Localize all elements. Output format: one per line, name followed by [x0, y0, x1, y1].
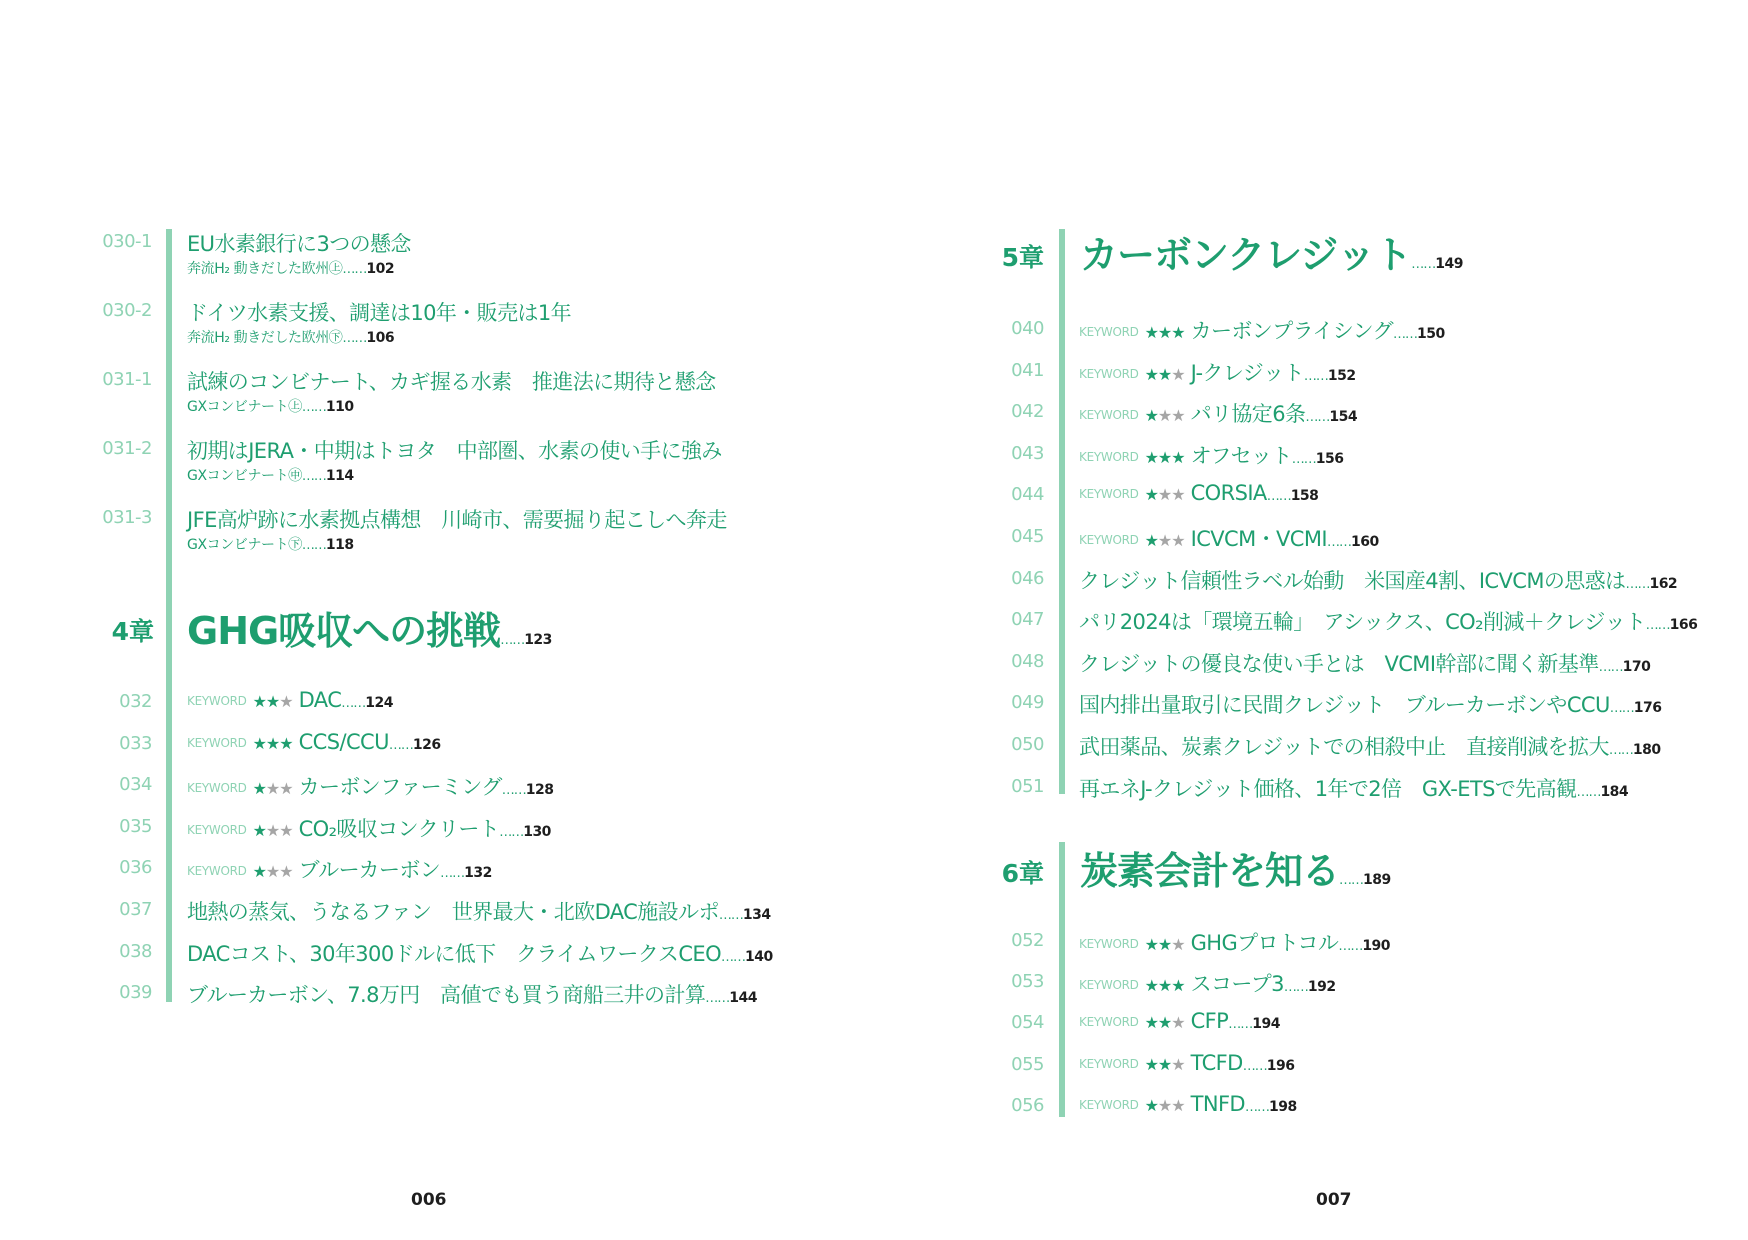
toc-entry[interactable] — [874, 773, 1748, 803]
entry-title: ドイツ水素支援、調達は10年・販売は1年 — [187, 301, 572, 325]
page-number: 118 — [325, 537, 354, 553]
entry-subtitle-line — [187, 258, 394, 278]
entry-line — [187, 771, 554, 801]
keyword-label: KEYWORD — [1079, 1097, 1139, 1112]
leader-dots: …… — [501, 783, 526, 799]
leader-dots: …… — [440, 866, 465, 882]
entry-number: 040 — [1011, 318, 1044, 339]
star-rating — [1145, 402, 1185, 426]
star-rating — [1145, 527, 1185, 551]
entry-subtitle: 奔流H₂ 動きだした欧州㊦ — [187, 330, 343, 346]
star-rating — [1145, 1092, 1185, 1116]
star-icon: ★ — [1171, 447, 1185, 467]
page-number: 180 — [1632, 742, 1661, 758]
star-icon: ★ — [279, 779, 293, 799]
star-icon: ★ — [279, 692, 293, 711]
entry-title: クレジットの優良な使い手とは VCMI幹部に聞く新基準 — [1079, 651, 1599, 676]
chapter-6-heading[interactable] — [874, 840, 1748, 900]
entry-number: 030-1 — [102, 231, 152, 252]
star-icon: ★ — [265, 692, 280, 711]
star-icon: ★ — [1157, 1054, 1172, 1074]
page-number: 114 — [325, 468, 354, 484]
entry-number: 041 — [1011, 359, 1044, 381]
toc-entry[interactable] — [874, 481, 1748, 511]
leader-dots: …… — [1411, 257, 1436, 272]
page-number: 166 — [1669, 617, 1698, 634]
star-icon: ★ — [265, 779, 280, 799]
keyword-label: KEYWORD — [187, 694, 247, 708]
entry-title: TNFD — [1190, 1091, 1245, 1116]
star-rating — [253, 730, 293, 754]
toc-entry[interactable] — [0, 979, 874, 1009]
keyword-label: KEYWORD — [187, 822, 247, 837]
page-number: 102 — [366, 261, 395, 277]
star-icon: ★ — [279, 820, 293, 840]
entry-title: クレジット信頼性ラベル始動 米国産4割、ICVCMの思惑は — [1079, 568, 1626, 593]
entry-number: 035 — [119, 815, 152, 837]
entry-title: J-クレジット — [1190, 360, 1304, 385]
star-icon: ★ — [1144, 323, 1158, 342]
leader-dots: …… — [342, 331, 367, 346]
entry-line — [187, 979, 757, 1009]
entry-subtitle: GXコンビナート㊦ — [187, 537, 302, 553]
page-number: 150 — [1417, 326, 1445, 342]
toc-entry[interactable] — [874, 1009, 1748, 1039]
entry-line — [1079, 523, 1379, 553]
star-icon: ★ — [1171, 1095, 1185, 1115]
leader-dots: …… — [1266, 489, 1291, 505]
keyword-label: KEYWORD — [1079, 1056, 1139, 1071]
star-icon: ★ — [279, 733, 293, 753]
star-icon: ★ — [1144, 531, 1158, 550]
page-number: 160 — [1350, 534, 1379, 550]
star-icon: ★ — [1157, 935, 1172, 954]
entry-number: 032 — [119, 691, 152, 712]
entry-line — [1079, 648, 1650, 678]
page-number: 184 — [1600, 783, 1629, 800]
star-icon: ★ — [1171, 531, 1185, 550]
leader-dots: …… — [1625, 576, 1650, 592]
leader-dots: …… — [1598, 659, 1623, 675]
keyword-label: KEYWORD — [1079, 449, 1139, 464]
leader-dots: …… — [499, 824, 524, 840]
page-number: 106 — [366, 330, 395, 346]
keyword-label: KEYWORD — [1079, 366, 1139, 381]
toc-entry[interactable] — [0, 688, 874, 718]
page-number: 194 — [1252, 1016, 1280, 1033]
chapter-number: 4章 — [111, 617, 154, 646]
keyword-label: KEYWORD — [1079, 978, 1139, 993]
chapter-title-line — [1080, 840, 1391, 895]
page-number: 158 — [1290, 488, 1319, 505]
entry-number: 054 — [1011, 1012, 1044, 1034]
toc-entry[interactable] — [874, 968, 1748, 998]
leader-dots: …… — [301, 469, 326, 484]
leader-dots: …… — [1393, 327, 1418, 342]
leader-dots: …… — [342, 262, 367, 277]
leader-dots: …… — [1242, 1058, 1267, 1074]
entry-line — [1079, 1009, 1280, 1033]
entry-number: 049 — [1011, 692, 1044, 714]
entry-title: 再エネJ-クレジット価格、1年で2倍 GX-ETSで先高観 — [1079, 776, 1577, 801]
entry-number: 031-2 — [102, 438, 152, 459]
top-entry[interactable] — [0, 366, 874, 416]
entry-number: 050 — [1011, 734, 1044, 755]
entry-title: EU水素銀行に3つの懸念 — [187, 232, 411, 256]
star-rating — [1145, 361, 1185, 385]
entry-number: 051 — [1011, 775, 1044, 797]
leader-dots: …… — [1303, 368, 1328, 384]
page-number: 190 — [1362, 938, 1391, 954]
star-rating — [1145, 1051, 1185, 1075]
entry-title: パリ協定6条 — [1190, 402, 1306, 427]
toc-entry[interactable] — [874, 315, 1748, 345]
page-number: 156 — [1315, 450, 1344, 467]
page-number: 140 — [745, 948, 773, 965]
entry-line — [1079, 315, 1445, 345]
toc-entry[interactable] — [0, 813, 874, 843]
entry-number: 047 — [1011, 609, 1044, 631]
toc-entry[interactable] — [874, 440, 1748, 470]
star-icon: ★ — [265, 733, 280, 753]
keyword-label: KEYWORD — [1079, 325, 1139, 339]
toc-entry[interactable] — [0, 938, 874, 968]
entry-line — [1079, 1051, 1294, 1075]
toc-entry[interactable] — [0, 854, 874, 884]
star-icon: ★ — [265, 820, 280, 840]
leader-dots: …… — [1291, 451, 1316, 467]
star-icon: ★ — [1171, 323, 1185, 342]
toc-entry[interactable] — [874, 357, 1748, 387]
entry-title: CORSIA — [1190, 481, 1267, 506]
star-icon: ★ — [1171, 976, 1185, 996]
star-icon: ★ — [1171, 364, 1185, 384]
entry-number: 055 — [1011, 1053, 1044, 1075]
leader-dots: …… — [1305, 410, 1330, 426]
star-rating — [253, 858, 293, 882]
chapter-title-line — [1080, 224, 1463, 279]
leader-dots: …… — [721, 949, 745, 965]
leader-dots: …… — [301, 400, 326, 415]
keyword-label: KEYWORD — [187, 864, 247, 879]
entry-number: 046 — [1011, 567, 1044, 589]
entry-number: 042 — [1011, 401, 1044, 423]
page-number: 128 — [525, 782, 554, 799]
entry-line — [1079, 398, 1357, 428]
leader-dots: …… — [341, 696, 366, 711]
folio-left: 006 — [411, 1190, 447, 1210]
toc-entry[interactable] — [0, 896, 874, 926]
page-number: 134 — [742, 907, 771, 923]
entry-subtitle: 奔流H₂ 動きだした欧州㊤ — [187, 261, 343, 277]
folio-right: 007 — [1316, 1190, 1352, 1210]
star-icon: ★ — [1171, 485, 1185, 505]
star-icon: ★ — [252, 733, 266, 753]
entry-title: ブルーカーボン、7.8万円 高値でも買う商船三井の計算 — [187, 983, 706, 1008]
leader-dots: …… — [718, 908, 743, 923]
chapter-4-heading[interactable] — [0, 600, 874, 660]
toc-entry[interactable] — [874, 731, 1748, 761]
top-entry[interactable] — [0, 297, 874, 347]
page-number: 132 — [464, 865, 492, 882]
star-rating — [253, 817, 293, 841]
toc-entry[interactable] — [0, 730, 874, 760]
keyword-label: KEYWORD — [187, 781, 247, 796]
entry-title: GHGプロトコル — [1190, 931, 1339, 955]
page-number: 170 — [1622, 658, 1651, 675]
leader-dots: …… — [1228, 1017, 1253, 1033]
page-number: 176 — [1633, 700, 1662, 717]
entry-title: ICVCM・VCMI — [1190, 527, 1327, 551]
entry-line — [187, 813, 551, 843]
star-icon: ★ — [1144, 1095, 1158, 1115]
star-icon: ★ — [252, 779, 266, 799]
entry-line — [1079, 689, 1661, 719]
entry-title: カーボンファーミング — [298, 775, 502, 800]
toc-entry[interactable] — [874, 606, 1748, 636]
page-number: 196 — [1266, 1057, 1295, 1074]
star-icon: ★ — [265, 862, 280, 882]
toc-entry[interactable] — [874, 523, 1748, 553]
entry-line — [1079, 731, 1661, 761]
keyword-label: KEYWORD — [1079, 533, 1139, 547]
entry-line — [1079, 357, 1356, 387]
star-icon: ★ — [1144, 976, 1158, 996]
star-icon: ★ — [1157, 1013, 1172, 1033]
top-entry[interactable] — [0, 228, 874, 278]
entry-subtitle-line — [187, 465, 354, 485]
entry-title: ブルーカーボン — [298, 858, 441, 883]
right-page — [874, 0, 1748, 1240]
entry-subtitle: GXコンビナート㊥ — [187, 468, 302, 484]
entry-title: 初期はJERA・中期はトヨタ 中部圏、水素の使い手に強み — [187, 439, 722, 463]
entry-title: オフセット — [1190, 443, 1292, 468]
entry-title: カーボンプライシング — [1190, 319, 1394, 343]
entry-title: CFP — [1190, 1009, 1229, 1034]
entry-number: 044 — [1011, 484, 1044, 506]
star-icon: ★ — [252, 692, 266, 711]
entry-subtitle-line — [187, 534, 354, 554]
leader-dots: …… — [500, 633, 525, 648]
star-icon: ★ — [1157, 976, 1172, 996]
entry-title: JFE高炉跡に水素拠点構想 川崎市、需要掘り起こしへ奔走 — [187, 508, 727, 532]
entry-line — [1079, 1092, 1297, 1116]
star-icon: ★ — [1157, 531, 1172, 550]
entry-title: 国内排出量取引に民間クレジット ブルーカーボンやCCU — [1079, 693, 1610, 718]
entry-number: 038 — [119, 940, 152, 962]
entry-line — [187, 938, 773, 968]
leader-dots: …… — [1608, 743, 1633, 758]
star-icon: ★ — [279, 862, 293, 882]
chapter-title: 炭素会計を知る — [1080, 849, 1340, 893]
entry-number: 037 — [119, 899, 152, 920]
star-icon: ★ — [1157, 485, 1172, 505]
entry-line — [1079, 773, 1628, 803]
entry-number: 031-3 — [102, 507, 152, 528]
page-number: 124 — [365, 695, 394, 711]
entry-subtitle: GXコンビナート㊤ — [187, 399, 302, 415]
page-number: 152 — [1327, 367, 1356, 384]
chapter-title-line — [187, 600, 552, 655]
entry-title: CCS/CCU — [298, 729, 389, 754]
entry-title: DAC — [298, 688, 342, 712]
entry-subtitle-line — [187, 327, 394, 347]
star-rating — [1145, 319, 1185, 343]
entry-number: 034 — [119, 774, 152, 796]
entry-title: 試練のコンビナート、カギ握る水素 推進法に期待と懸念 — [187, 370, 716, 394]
toc-entry[interactable] — [874, 648, 1748, 678]
entry-number: 031-1 — [102, 369, 152, 390]
page-number: 123 — [524, 632, 552, 648]
keyword-label: KEYWORD — [1079, 1015, 1139, 1030]
star-icon: ★ — [1157, 323, 1172, 342]
entry-number: 045 — [1011, 526, 1044, 547]
star-rating — [1145, 1009, 1185, 1033]
star-icon: ★ — [1144, 1013, 1158, 1033]
entry-line — [187, 854, 492, 884]
chapter-number: 5章 — [1001, 243, 1044, 272]
leader-dots: …… — [388, 737, 413, 753]
leader-dots: …… — [1576, 784, 1601, 800]
star-icon: ★ — [1144, 364, 1158, 384]
page-number: 189 — [1363, 872, 1391, 888]
star-icon: ★ — [1157, 1095, 1172, 1115]
toc-entry[interactable] — [0, 771, 874, 801]
keyword-label: KEYWORD — [1079, 487, 1139, 502]
toc-entry[interactable] — [874, 927, 1748, 957]
chapter-5-heading[interactable] — [874, 224, 1748, 284]
page-number: 198 — [1269, 1098, 1297, 1115]
star-icon: ★ — [1157, 447, 1172, 467]
page-number: 149 — [1435, 256, 1464, 272]
chapter-title: GHG吸収への挑戦 — [187, 609, 501, 653]
entry-line — [1079, 565, 1677, 595]
leader-dots: …… — [1326, 535, 1351, 550]
star-icon: ★ — [1144, 1054, 1158, 1074]
entry-title: スコープ3 — [1190, 972, 1284, 997]
entry-number: 048 — [1011, 650, 1044, 672]
entry-number: 052 — [1011, 930, 1044, 951]
page-number: 192 — [1307, 979, 1336, 996]
entry-number: 036 — [119, 857, 152, 879]
entry-line — [187, 730, 441, 754]
toc-entry[interactable] — [874, 689, 1748, 719]
entry-title: パリ2024は「環境五輪」 アシックス、CO₂削減＋クレジット — [1079, 610, 1646, 635]
toc-entry[interactable] — [874, 1092, 1748, 1122]
star-rating — [253, 775, 293, 799]
entry-title: DACコスト、30年300ドルに低下 クライムワークスCEO — [187, 941, 721, 966]
entry-title: 地熱の蒸気、うなるファン 世界最大・北欧DAC施設ルポ — [187, 900, 719, 924]
chapter-title: カーボンクレジット — [1080, 233, 1412, 277]
entry-title: 武田薬品、炭素クレジットでの相殺中止 直接削減を拡大 — [1079, 735, 1609, 759]
entry-line — [1079, 927, 1390, 957]
star-rating — [1145, 444, 1185, 468]
leader-dots: …… — [1645, 618, 1670, 634]
keyword-label: KEYWORD — [1079, 408, 1139, 423]
entry-line — [1079, 968, 1336, 998]
entry-title: CO₂吸収コンクリート — [298, 816, 500, 841]
toc-entry[interactable] — [874, 565, 1748, 595]
star-icon: ★ — [1171, 406, 1185, 426]
keyword-label: KEYWORD — [187, 735, 247, 750]
entry-number: 030-2 — [102, 300, 152, 321]
entry-line — [1079, 440, 1344, 470]
entry-number: 053 — [1011, 971, 1044, 993]
star-rating — [1145, 481, 1185, 505]
entry-line — [187, 896, 771, 926]
leader-dots: …… — [1609, 701, 1634, 717]
star-rating — [1145, 972, 1185, 996]
leader-dots: …… — [1283, 980, 1308, 996]
chapter-number: 6章 — [1001, 859, 1044, 888]
star-rating — [253, 688, 293, 712]
leader-dots: …… — [1338, 939, 1363, 954]
star-rating — [1145, 931, 1185, 955]
leader-dots: …… — [301, 538, 326, 553]
entry-line — [1079, 481, 1318, 505]
entry-subtitle-line — [187, 396, 354, 416]
top-entry[interactable] — [0, 504, 874, 554]
page-number: 144 — [729, 990, 757, 1007]
star-icon: ★ — [1171, 935, 1185, 954]
entry-number: 056 — [1011, 1094, 1044, 1116]
toc-entry[interactable] — [874, 1051, 1748, 1081]
star-icon: ★ — [1171, 1013, 1185, 1033]
star-icon: ★ — [1157, 364, 1172, 384]
entry-number: 043 — [1011, 442, 1044, 464]
star-icon: ★ — [1144, 935, 1158, 954]
leader-dots: …… — [705, 991, 730, 1007]
entry-number: 039 — [119, 982, 152, 1004]
entry-line — [1079, 606, 1697, 636]
star-icon: ★ — [1157, 406, 1172, 426]
keyword-label: KEYWORD — [1079, 937, 1139, 951]
toc-entry[interactable] — [874, 398, 1748, 428]
entry-number: 033 — [119, 732, 152, 754]
entry-line — [187, 688, 393, 712]
star-icon: ★ — [252, 820, 266, 840]
star-icon: ★ — [1144, 447, 1158, 467]
top-entry[interactable] — [0, 435, 874, 485]
page-number: 126 — [412, 736, 441, 753]
star-icon: ★ — [1144, 485, 1158, 505]
star-icon: ★ — [252, 862, 266, 882]
star-icon: ★ — [1171, 1054, 1185, 1074]
leader-dots: …… — [1245, 1099, 1269, 1115]
page-number: 110 — [325, 399, 354, 415]
entry-title: TCFD — [1190, 1050, 1243, 1075]
page-number: 154 — [1329, 409, 1358, 426]
star-icon: ★ — [1144, 406, 1158, 426]
leader-dots: …… — [1339, 873, 1364, 888]
page-number: 130 — [523, 823, 551, 840]
page-number: 162 — [1649, 575, 1678, 592]
